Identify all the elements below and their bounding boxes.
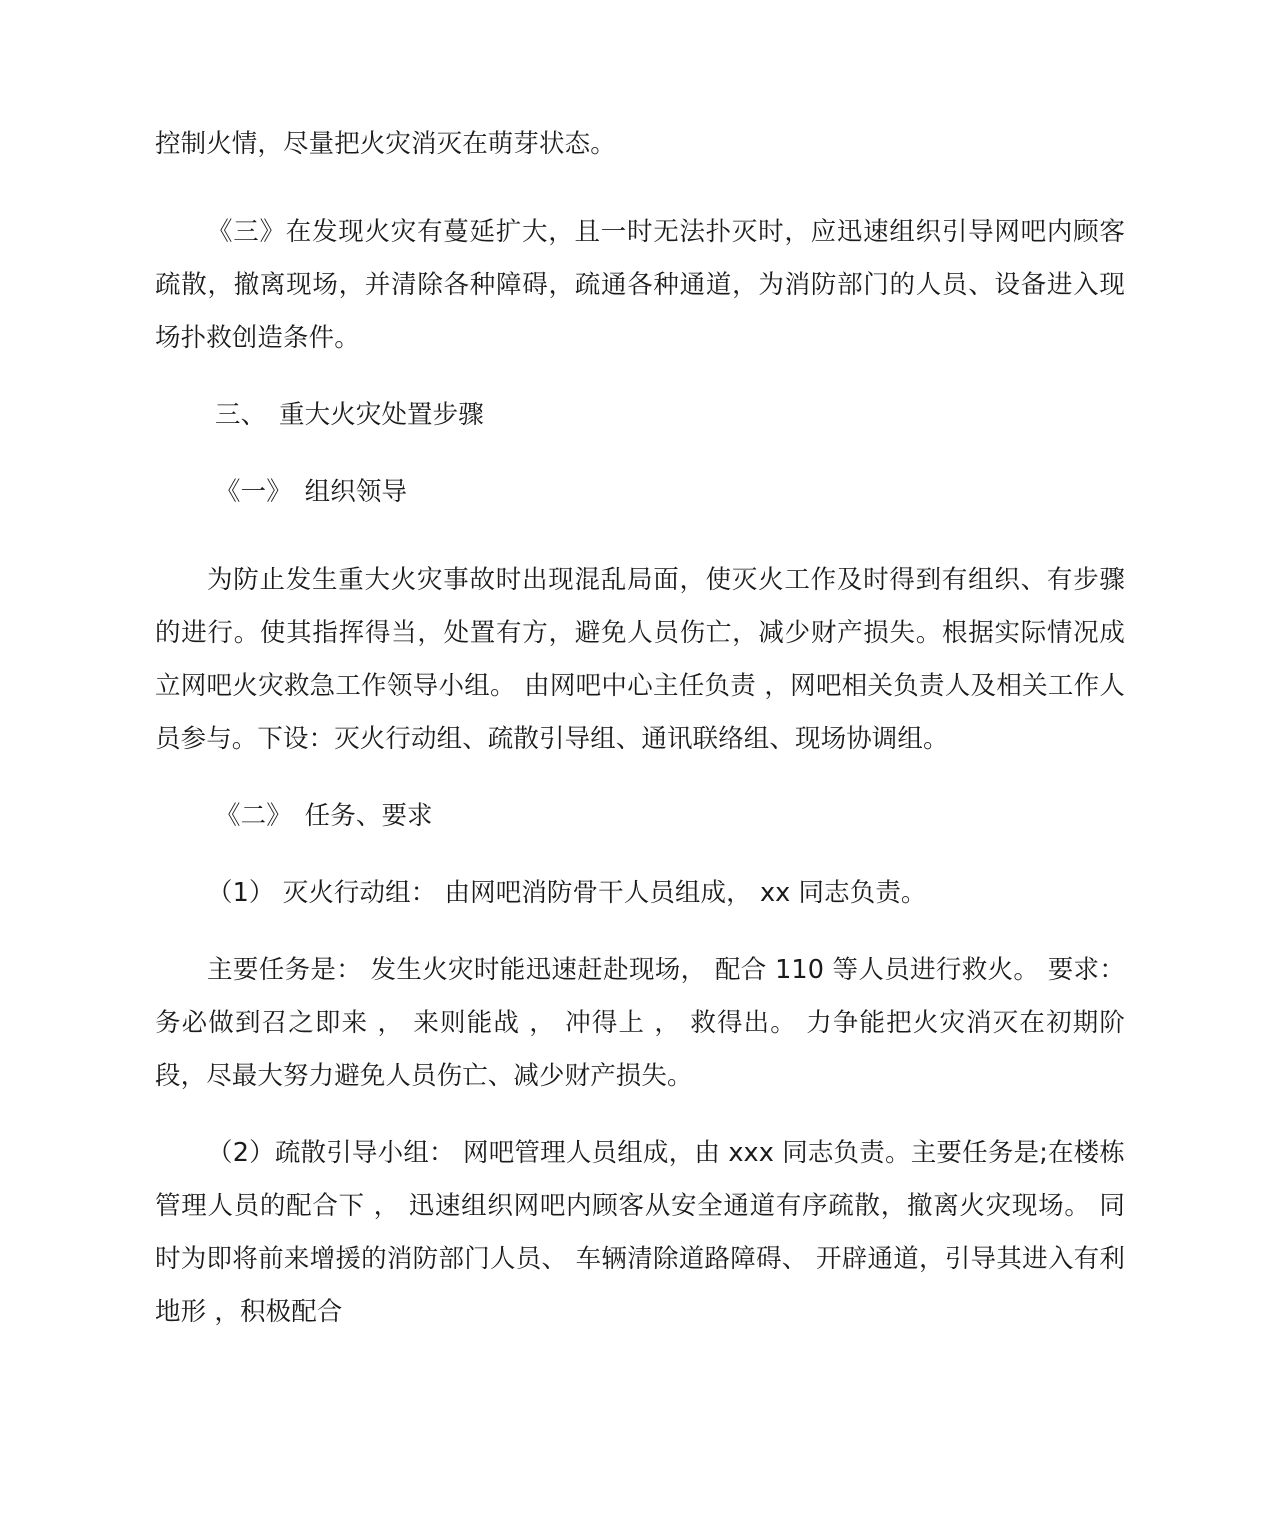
paragraph-item-2: （2）疏散引导小组： 网吧管理人员组成，由 xxx 同志负责。主要任务是;在楼栋管理人员的配合下 ， 迅速组织网吧内顾客从安全通道有序疏散，撤离火灾现场。 同时为即将前来增援的消防部门人员、 车辆清除道路障碍、 开辟通道，引导其进入有利地形 ，积极配合 xyxy=(155,1138,1125,1327)
heading-sub-two: 《二》 任务、要求 xyxy=(215,801,433,831)
paragraph-item-1: （1） 灭火行动组： 由网吧消防骨干人员组成， xx 同志负责。 xyxy=(207,878,927,908)
paragraph-control-fire: 控制火情，尽量把火灾消灭在萌芽状态。 xyxy=(155,129,616,159)
spacer xyxy=(155,1103,1125,1127)
spacer xyxy=(155,365,1125,389)
paragraph-item-three: 《三》在发现火灾有蔓延扩大，且一时无法扑灭时，应迅速组织引导网吧内顾客疏散，撤离现场，并清除各种障碍，疏通各种通道，为消防部门的人员、设备进入现场扑救创造条件。 xyxy=(155,217,1125,353)
heading-sub-one: 《一》 组织领导 xyxy=(215,477,408,507)
spacer xyxy=(155,766,1125,790)
paragraph-leadership: 为防止发生重大火灾事故时出现混乱局面，使灭火工作及时得到有组织、有步骤的进行。使其指挥得当，处置有方，避免人员伤亡，减少财产损失。根据实际情况成立网吧火灾救急工作领导小组。 由网吧中心主任负责 ，网吧相关负责人及相关工作人员参与。下设：灭火行动组、疏散引导组、通讯联络组、现场协调组。 xyxy=(155,565,1125,754)
paragraph-item-1-detail: 主要任务是： 发生火灾时能迅速赶赴现场， 配合 110 等人员进行救火。 要求：务必做到召之即来 ， 来则能战 ， 冲得上 ， 救得出。 力争能把火灾消灭在初期阶段，尽最大努力避免人员伤亡、减少财产损失。 xyxy=(155,955,1125,1091)
spacer xyxy=(155,171,1125,206)
heading-section-three: 三、 重大火灾处置步骤 xyxy=(215,400,484,430)
spacer xyxy=(155,843,1125,867)
document-body xyxy=(155,118,1125,1339)
spacer xyxy=(155,519,1125,554)
spacer xyxy=(155,442,1125,466)
spacer xyxy=(155,920,1125,944)
